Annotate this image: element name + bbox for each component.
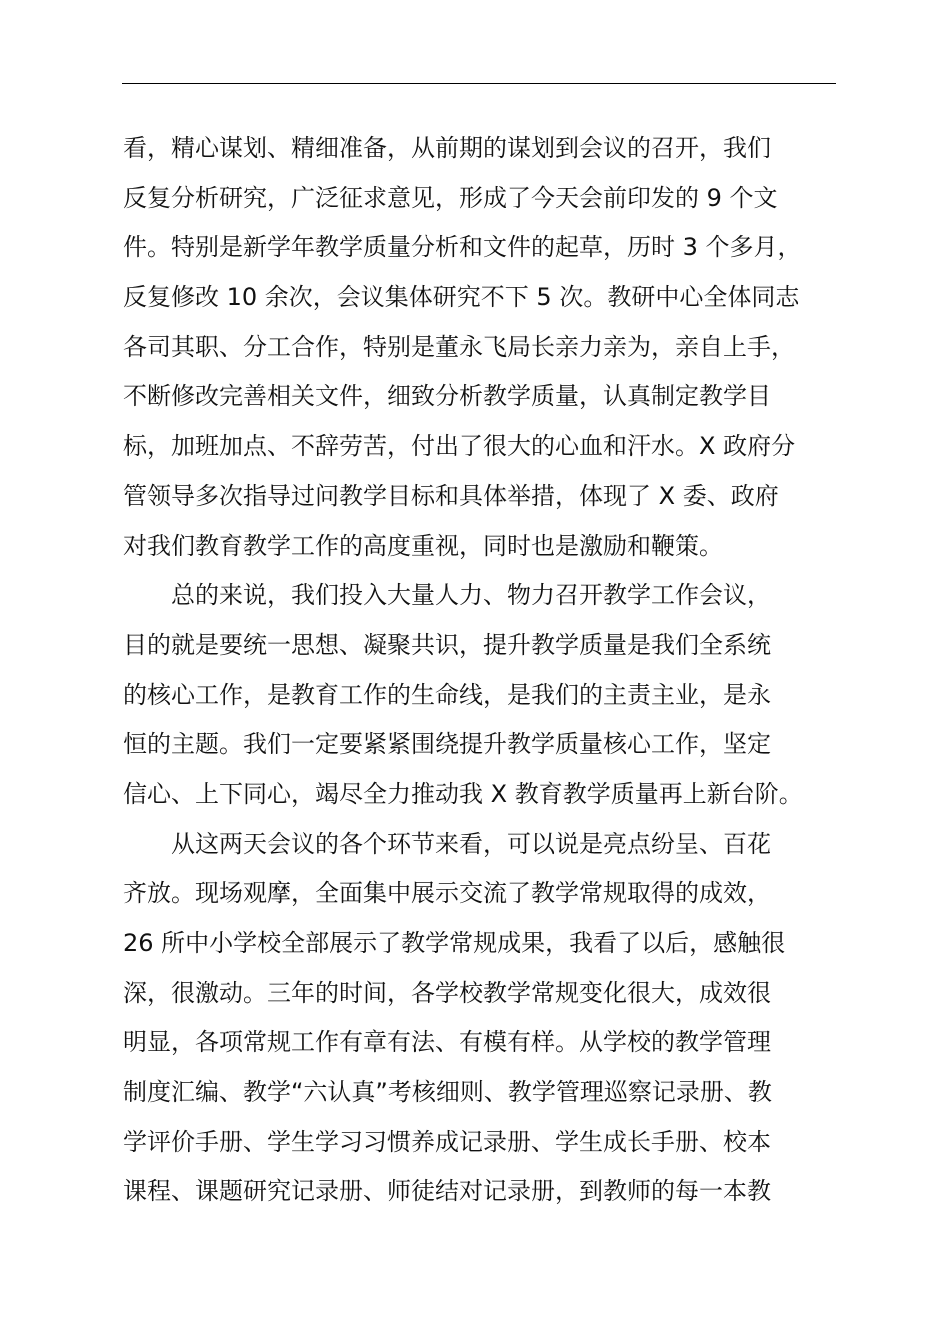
text-line: 反复修改 10 余次，会议集体研究不下 5 次。教研中心全体同志 [123,283,800,312]
paragraph-first-line: 从这两天会议的各个环节来看，可以说是亮点纷呈、百花 [171,829,771,858]
text-line: 26 所中小学校全部展示了教学常规成果，我看了以后，感触很 [123,929,786,957]
text-line: 反复分析研究，广泛征求意见，形成了今天会前印发的 9 个文 [123,183,778,212]
text-line: 管领导多次指导过问教学目标和具体举措，体现了 X 委、政府 [123,481,779,510]
text-line: 标，加班加点、不辞劳苦，付出了很大的心血和汗水。X 政府分 [123,432,796,461]
text-line: 不断修改完善相关文件，细致分析教学质量，认真制定教学目 [123,382,771,411]
text-line: 学评价手册、学生学习习惯养成记录册、学生成长手册、校本 [123,1127,771,1156]
text-line: 目的就是要统一思想、凝聚共识，提升教学质量是我们全系统 [123,630,771,659]
paragraph-first-line: 总的来说，我们投入大量人力、物力召开教学工作会议， [171,581,771,610]
text-line: 对我们教育教学工作的高度重视，同时也是激励和鞭策。 [123,531,723,560]
header-rule [122,83,836,84]
text-line: 的核心工作，是教育工作的生命线，是我们的主责主业，是永 [123,680,771,709]
text-line: 信心、上下同心，竭尽全力推动我 X 教育教学质量再上新台阶。 [123,779,803,808]
text-line: 明显，各项常规工作有章有法、有模有样。从学校的教学管理 [123,1028,771,1057]
text-line: 制度汇编、教学“六认真”考核细则、教学管理巡察记录册、教 [123,1078,772,1107]
text-line: 看，精心谋划、精细准备，从前期的谋划到会议的召开，我们 [123,134,771,162]
document-body [123,124,843,1217]
text-line: 课程、课题研究记录册、师徒结对记录册，到教师的每一本教 [123,1177,771,1206]
text-line: 各司其职、分工合作，特别是董永飞局长亲力亲为，亲自上手， [123,332,795,361]
text-line: 恒的主题。我们一定要紧紧围绕提升教学质量核心工作，坚定 [123,730,771,759]
text-line: 件。特别是新学年教学质量分析和文件的起草，历时 3 个多月， [123,233,802,262]
text-line: 深，很激动。三年的时间，各学校教学常规变化很大，成效很 [123,978,771,1007]
text-line: 齐放。现场观摩，全面集中展示交流了教学常规取得的成效， [123,879,771,908]
